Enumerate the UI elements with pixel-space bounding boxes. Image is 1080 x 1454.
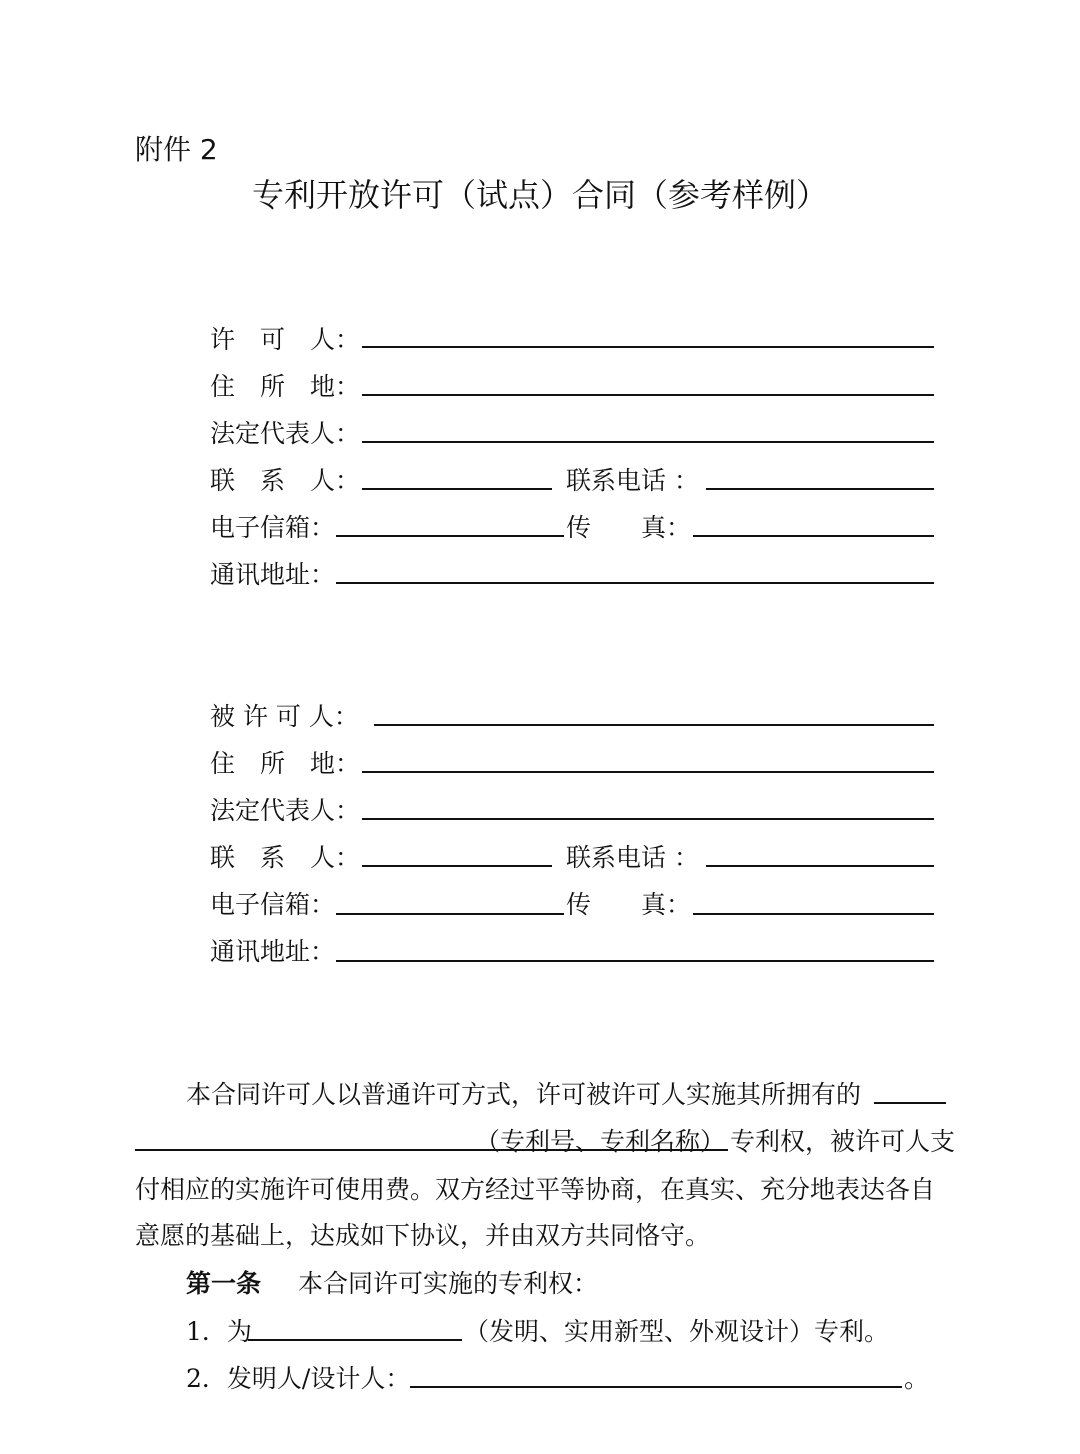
licensor-rep-label: 法定代表人： [210,419,361,448]
licensor-mail-field[interactable] [336,582,934,584]
paragraph-line-3: 付相应的实施许可使用费。双方经过平等协商，在真实、充分地表达各自 [135,1175,936,1204]
item-1-prefix: 1．为 [186,1317,252,1346]
licensor-email-label: 电子信箱： [210,513,336,542]
licensee-contact-label: 联 系 人： [210,843,361,872]
licensor-rep-field[interactable] [362,441,934,443]
patent-type-field[interactable] [248,1339,462,1341]
inventor-field[interactable] [410,1386,902,1388]
licensor-address-label: 住 所 地： [210,372,361,401]
licensor-phone-label: 联系电话 ： [566,466,699,495]
licensee-name-field[interactable] [374,724,934,726]
licensor-address-field[interactable] [362,394,934,396]
licensee-email-field[interactable] [336,913,564,915]
licensee-rep-field[interactable] [362,818,934,820]
licensor-contact-field[interactable] [362,488,552,490]
patent-note-underline [475,1149,728,1151]
licensor-fax-label: 传 真： [566,513,692,542]
licensor-email-field[interactable] [336,535,564,537]
licensor-contact-label: 联 系 人： [210,466,361,495]
item-2-suffix: 。 [904,1364,930,1393]
patent-blank-2[interactable] [135,1149,475,1151]
paragraph-line-2-rest: 专利权，被许可人支 [730,1127,956,1156]
licensor-phone-field[interactable] [706,488,934,490]
licensor-fax-field[interactable] [693,535,934,537]
paragraph-line-4: 意愿的基础上，达成如下协议，并由双方共同恪守。 [135,1221,711,1250]
licensee-phone-label: 联系电话 ： [566,843,699,872]
licensee-email-label: 电子信箱： [210,890,336,919]
paragraph-line-1: 本合同许可人以普通许可方式，许可被许可人实施其所拥有的 [186,1080,862,1109]
item-2-prefix: 2．发明人/设计人： [186,1364,411,1393]
licensee-address-field[interactable] [362,771,934,773]
licensor-name-field[interactable] [362,346,934,348]
licensee-mail-field[interactable] [336,960,934,962]
licensor-name-label: 许 可 人： [210,325,361,354]
licensee-fax-field[interactable] [693,913,934,915]
licensee-contact-field[interactable] [362,865,552,867]
licensee-name-label: 被 许 可 人： [210,702,359,731]
patent-note: （专利号、专利名称） [475,1127,726,1156]
item-1-suffix: （发明、实用新型、外观设计）专利。 [464,1317,890,1346]
article-1-title: 第一条 [186,1269,262,1298]
licensee-address-label: 住 所 地： [210,749,361,778]
article-1-text: 本合同许可实施的专利权： [298,1269,599,1298]
licensor-mail-label: 通讯地址： [210,560,336,589]
patent-blank-1[interactable] [874,1102,946,1104]
document-title: 专利开放许可（试点）合同（参考样例） [251,176,828,214]
licensee-mail-label: 通讯地址： [210,937,336,966]
licensee-phone-field[interactable] [706,865,934,867]
licensee-rep-label: 法定代表人： [210,796,361,825]
licensee-fax-label: 传 真： [566,890,692,919]
annex-label: 附件 2 [135,133,218,166]
